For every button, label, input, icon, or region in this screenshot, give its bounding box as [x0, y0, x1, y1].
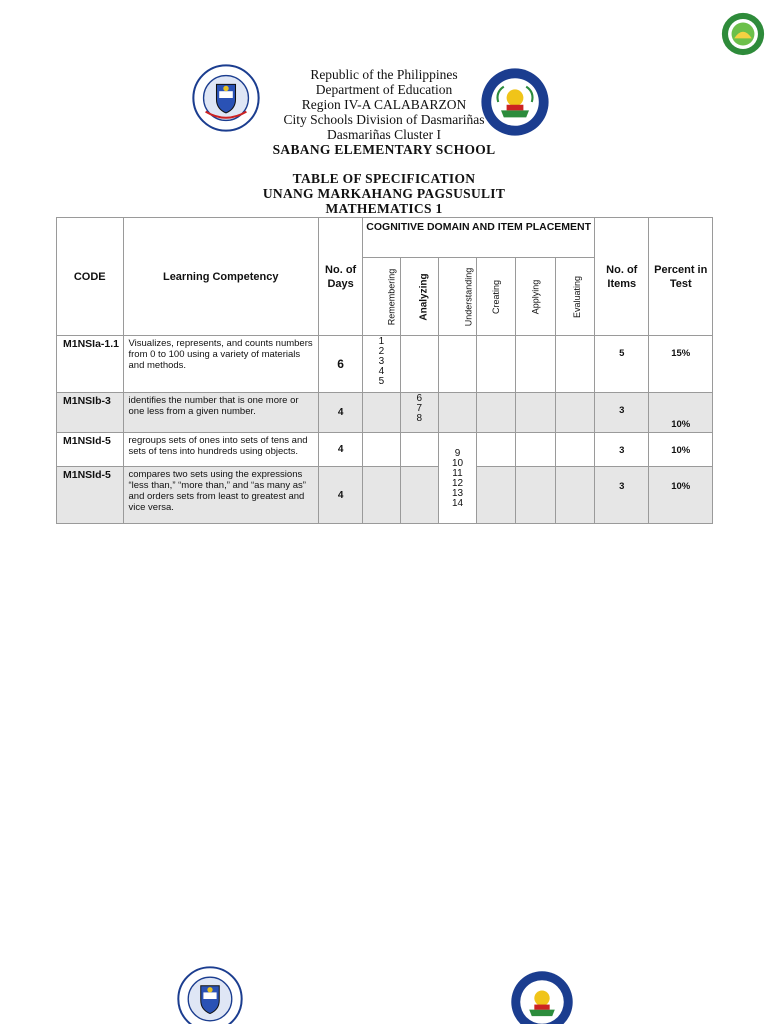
header-cognitive-domain: COGNITIVE DOMAIN AND ITEM PLACEMENT [363, 218, 595, 258]
header-republic: Republic of the Philippines [310, 67, 458, 82]
school-seal-bottom [510, 970, 574, 1024]
placement-understanding: 9 10 11 12 13 14 [438, 433, 476, 524]
domain-understanding: Understanding [438, 258, 476, 336]
specification-table [56, 217, 713, 524]
row-percent: 10% [649, 393, 713, 433]
row-competency: Visualizes, represents, and counts numbers from 0 to 100 using a variety of materials and methods. [123, 336, 318, 393]
row-percent: 15% [649, 336, 713, 393]
school-name: SABANG ELEMENTARY SCHOOL [272, 142, 496, 157]
row-items: 3 [595, 393, 649, 433]
placement-remembering: 1 2 3 4 5 [363, 336, 400, 393]
row-days: 4 [318, 467, 362, 524]
row-competency: regroups sets of ones into sets of tens and sets of tens into hundreds using objects. [123, 433, 318, 467]
row-code: M1NSIb-3 [57, 393, 124, 433]
table-row [57, 336, 713, 393]
subject-title: MATHEMATICS 1 [325, 201, 443, 216]
header-days: No. of Days [318, 218, 362, 336]
table-row [57, 433, 713, 467]
row-items: 3 [595, 467, 649, 524]
header-division: City Schools Division of Dasmariñas [283, 112, 485, 127]
domain-remembering: Remembering [363, 258, 400, 336]
row-items: 3 [595, 433, 649, 467]
domain-analyzing: Analyzing [400, 258, 438, 336]
row-code: M1NSId-5 [57, 467, 124, 524]
header-code: CODE [57, 218, 124, 336]
header-region: Region IV-A CALABARZON [301, 97, 467, 112]
deped-seal-bottom [177, 966, 243, 1024]
corner-logo [721, 12, 765, 56]
row-competency: compares two sets using the expressions “less than,” “more than,” and “as many as” and orders sets from least to greatest and vice versa. [123, 467, 318, 524]
row-percent: 10% [649, 467, 713, 524]
table-row [57, 393, 713, 433]
doc-title: TABLE OF SPECIFICATION [292, 171, 476, 186]
row-days: 4 [318, 393, 362, 433]
domain-creating: Creating [477, 258, 516, 336]
row-code: M1NSId-5 [57, 433, 124, 467]
row-code: M1NSIa-1.1 [57, 336, 124, 393]
header-cluster: Dasmariñas Cluster I [327, 127, 441, 142]
header-percent: Percent in Test [649, 218, 713, 336]
row-competency: identifies the number that is one more or one less from a given number. [123, 393, 318, 433]
exam-title: UNANG MARKAHANG PAGSUSULIT [262, 186, 506, 201]
header-items: No. of Items [595, 218, 649, 336]
row-days: 4 [318, 433, 362, 467]
header-competency: Learning Competency [123, 218, 318, 336]
row-items: 5 [595, 336, 649, 393]
domain-evaluating: Evaluating [555, 258, 594, 336]
row-percent: 10% [649, 433, 713, 467]
table-row [57, 467, 713, 524]
placement-analyzing: 6 7 8 [400, 393, 438, 433]
row-days: 6 [318, 336, 362, 393]
header-department: Department of Education [315, 82, 453, 97]
domain-applying: Applying [516, 258, 555, 336]
